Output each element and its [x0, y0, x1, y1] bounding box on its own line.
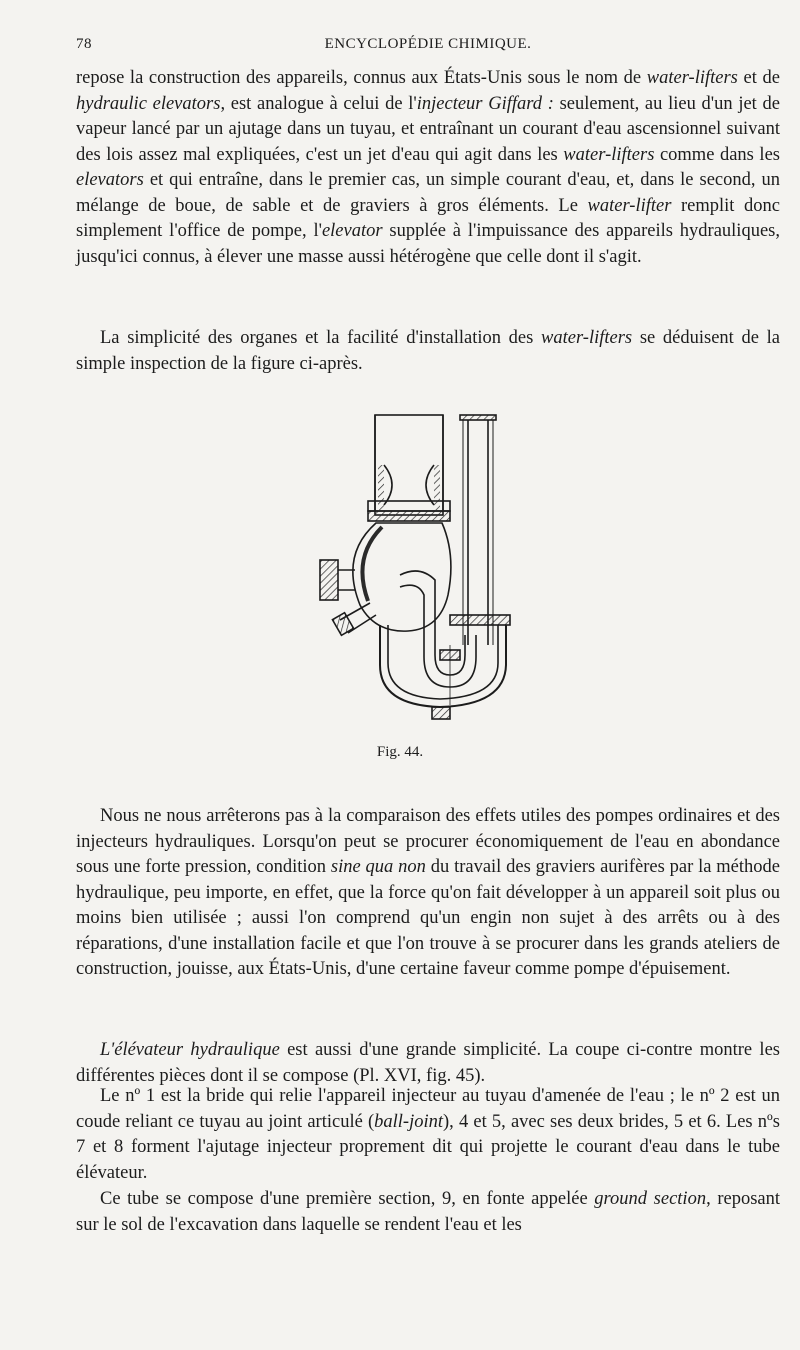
- paragraph-6: Ce tube se compose d'une première section, 9, en fonte appelée ground section, reposant sur le sol de l'excavation dans laquelle se rendent l'eau et les: [76, 1189, 780, 1235]
- paragraph-4: L'élévateur hydraulique est aussi d'une grande simplicité. La coupe ci-contre montre les différentes pièces dont il se compose (Pl. XVI, fig. 45).: [76, 1040, 780, 1086]
- paragraph-2: La simplicité des organes et la facilité d'installation des water-lifters se déduisent de la simple inspection de la figure ci-après.: [76, 328, 781, 374]
- figure-caption: Fig. 44.: [376, 744, 424, 760]
- water-lifter-drawing: [300, 405, 540, 735]
- paragraph-1: repose la construction des appareils, connus aux États-Unis sous le nom de water-lifters et de hydraulic elevators, est analogue à celui de l'injecteur Giffard : seulement, au lieu d'un jet de vapeur lancé par un ajutage dans un tuyau, et entraînant un courant d'eau ascensionnel suivant des lois assez mal expliquées, c'est un jet d'eau qui agit dans les water-lifters comme dans les elevators et qui entraîne, dans le premier cas, un simple courant d'eau, et, dans le second, un mélange de boue, de sable et de graviers à gros éléments. Le water-lifter remplit donc simplement l'office de pompe, l'elevator supplée à l'impuissance des appareils hydrauliques, jusqu'ici connus, à élever une masse aussi hétérogène que celle dont il s'agit.: [76, 68, 781, 267]
- paragraph-5: Le nº 1 est la bride qui relie l'appareil injecteur au tuyau d'amenée de l'eau ; le nº 2 est un coude reliant ce tuyau au joint articulé (ball-joint), 4 et 5, avec ses deux brides, 5 et 6. Les nºs 7 et 8 forment l'ajutage injecteur proprement dit qui projette le courant d'eau dans le tube élévateur.: [76, 1086, 780, 1183]
- paragraph-3: Nous ne nous arrêterons pas à la comparaison des effets utiles des pompes ordinaires et des injecteurs hydrauliques. Lorsqu'on peut se procurer économiquement de l'eau en abondance sous une forte pression, condition sine qua non du travail des graviers aurifères par la méthode hydraulique, peu importe, en effet, que la force qu'on fait développer à un appareil soit plus ou moins bien utilisée ; aussi l'on comprend qu'un engin non sujet à des arrêts ou à des réparations, d'une installation facile et que l'on trouve à se procurer dans les grands ateliers de construction, jouisse, aux États-Unis, d'une certaine faveur comme pompe d'épuisement.: [76, 806, 780, 979]
- water-lifter-figure: [300, 405, 540, 735]
- page-header: [76, 36, 780, 62]
- running-title: ENCYCLOPÉDIE CHIMIQUE.: [324, 36, 532, 52]
- page-number: 78: [76, 36, 92, 52]
